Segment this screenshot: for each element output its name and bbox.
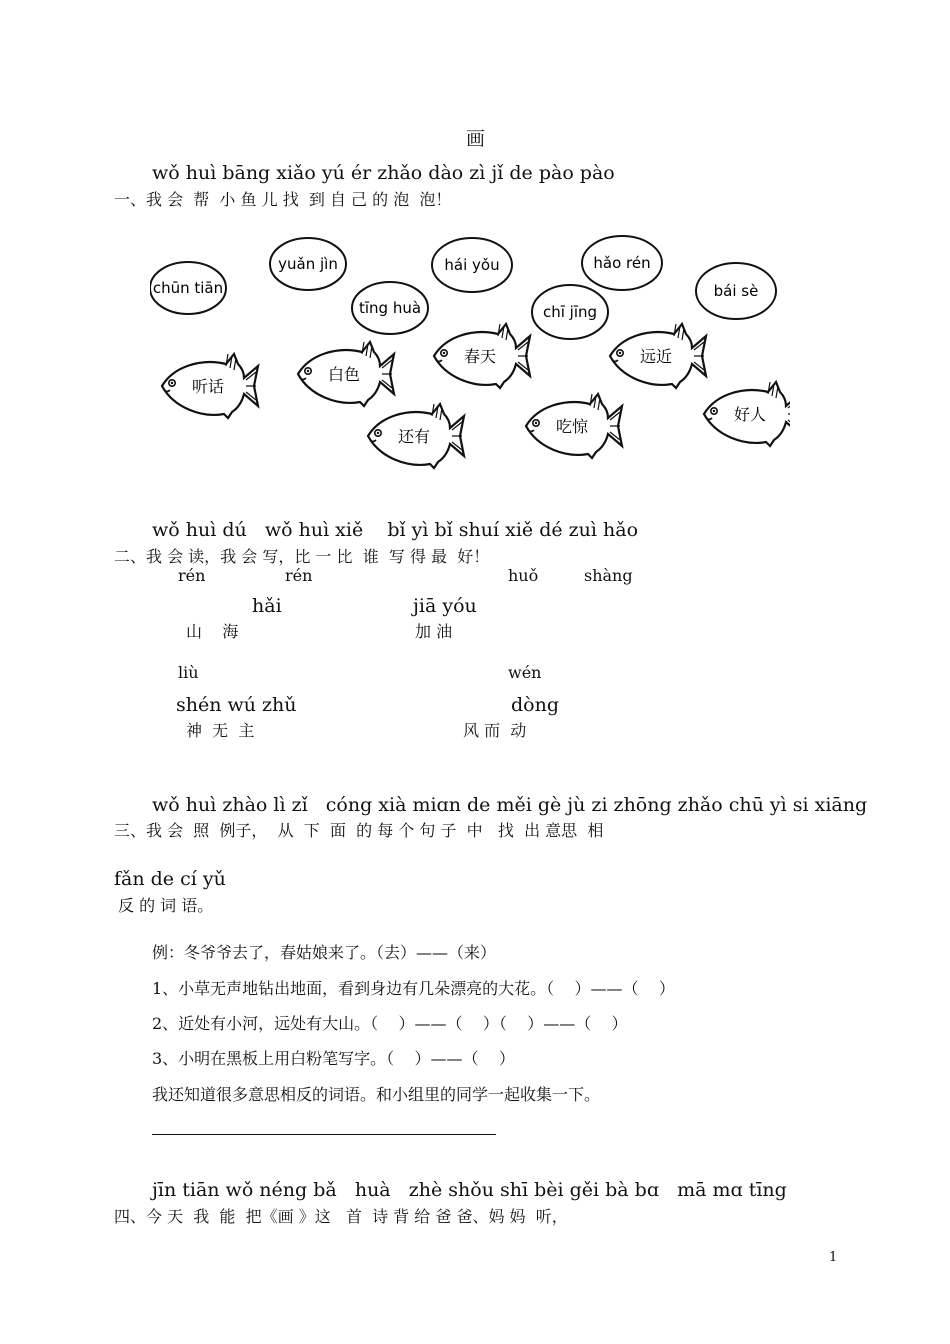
bubble-label: tīng huà (358, 299, 422, 317)
section3-pinyin: wǒ huì zhào lì zǐ cóng xià miɑn de měi gè jù zi zhōng zhǎo chū yì si xiāng (152, 794, 868, 816)
bubble-label: chūn tiān (152, 279, 224, 297)
chinese-shenwuzhu: 神 无 主 (186, 721, 255, 740)
answer-line (152, 1134, 496, 1135)
question-1: 1、小草无声地钻出地面，看到身边有几朵漂亮的大花。（ ）——（ ） (152, 979, 675, 998)
pinyin-ren-1: rén (178, 566, 206, 585)
pinyin-shenwuzhu: shén wú zhǔ (176, 694, 297, 716)
section3-text: 三、我 会 照 例子， 从 下 面 的 每 个 句 子 中 找 出 意思 相 (114, 821, 604, 840)
bubble-6 (582, 236, 662, 290)
fish-label: 听话 (191, 377, 225, 396)
fish-6 (526, 394, 622, 458)
example-sentence: 例：冬爷爷去了，春姑娘来了。（去）——（来） (152, 943, 497, 962)
fish-label: 吃惊 (555, 417, 589, 436)
pinyin-shang: shàng (584, 566, 633, 585)
bubble-4 (432, 238, 512, 292)
bubble-2 (270, 238, 346, 290)
bubble-5 (532, 285, 608, 339)
pinyin-dong: dòng (511, 694, 560, 716)
bubble-label: bái sè (713, 282, 759, 300)
section1-text: 一、我 会 帮 小 鱼 儿 找 到 自 己 的 泡 泡！ (114, 190, 452, 209)
bubble-3 (352, 282, 428, 334)
pinyin-wen: wén (508, 663, 542, 682)
pinyin-jiayou: jiā yóu (413, 595, 477, 617)
section4-pinyin: jīn tiān wǒ néng bǎ huà zhè shǒu shī bèi gěi bà bɑ mā mɑ tīng (152, 1179, 787, 1201)
section3-pinyin-2: fǎn de cí yǔ (114, 868, 226, 890)
pinyin-huo: huǒ (508, 566, 539, 585)
bubble-label: chī jīng (542, 303, 598, 321)
chinese-shan-hai: 山 海 (186, 622, 239, 641)
chinese-jiayou: 加 油 (415, 622, 453, 641)
page-number: 1 (829, 1250, 838, 1265)
pinyin-ren-2: rén (285, 566, 313, 585)
question-3: 3、小明在黑板上用白粉笔写字。（ ）——（ ） (152, 1049, 515, 1068)
section2-pinyin: wǒ huì dú wǒ huì xiě bǐ yì bǐ shuí xiě dé zuì hǎo (152, 519, 639, 541)
chinese-feng-er-dong: 风 而 动 (463, 721, 527, 740)
fish-label: 还有 (397, 427, 431, 446)
fish-5 (368, 404, 464, 468)
section1-pinyin: wǒ huì bāng xiǎo yú ér zhǎo dào zì jǐ de pào pào (152, 162, 615, 184)
section4-text: 四、今 天 我 能 把《画 》这 首 诗 背 给 爸 爸、妈 妈 听， (114, 1207, 568, 1226)
section2-text: 二、我 会 读，我 会 写，比 一 比 谁 写 得 最 好！ (114, 547, 490, 566)
fish-3 (434, 324, 530, 388)
bubble-label: yuǎn jìn (278, 255, 338, 273)
fish-4 (610, 324, 706, 388)
fish-label: 远近 (639, 347, 673, 366)
pinyin-hai: hǎi (252, 595, 282, 617)
fish-1 (162, 354, 258, 418)
bubble-7 (696, 263, 776, 319)
section3-text-2: 反 的 词 语。 (118, 896, 214, 915)
bubble-label: hǎo rén (593, 254, 651, 272)
fish-label: 春天 (463, 347, 497, 366)
bubble-1 (150, 262, 226, 314)
question-2: 2、近处有小河，远处有大山。（ ）——（ ）（ ）——（ ） (152, 1014, 628, 1033)
fish-bubble-illustration (150, 228, 790, 478)
fish-label: 白色 (327, 365, 361, 384)
fish-2 (298, 342, 394, 406)
fish-7 (704, 382, 790, 446)
more-words-prompt: 我还知道很多意思相反的词语。和小组里的同学一起收集一下。 (152, 1085, 601, 1104)
fish-label: 好人 (733, 405, 767, 424)
pinyin-liu: liù (178, 663, 199, 682)
bubble-label: hái yǒu (444, 256, 500, 274)
page-title: 画 (466, 128, 486, 150)
